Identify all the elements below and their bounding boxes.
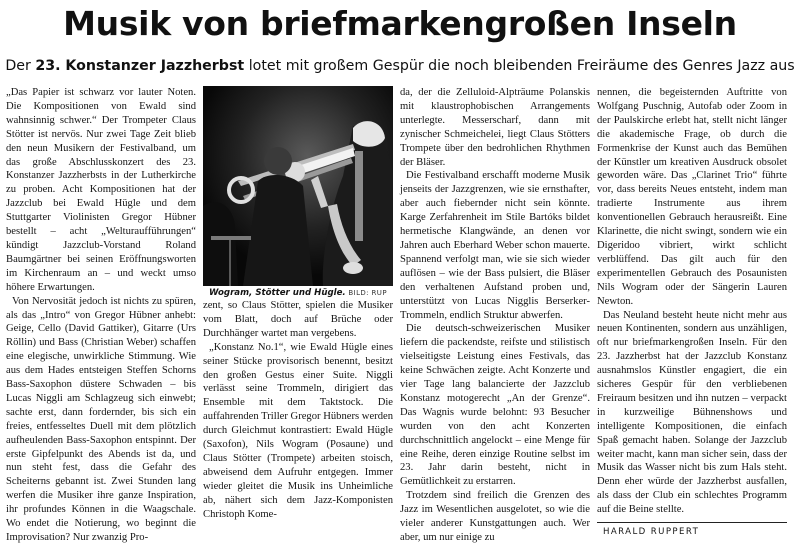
- photo-caption: [203, 288, 393, 299]
- column-4: [597, 86, 787, 538]
- subhead-pre: Der: [5, 58, 31, 74]
- paragraph: Die deutsch-schweizerischen Musiker liefern die packendste, reifste und stilistisch vielseitigste Leistung eines Festivals, das keine Schwächen zeigte. Acht Konzerte und vier Tage lang balancierte der Jazzclub Konstanz motogerecht „An der Grenze“. Das Wagnis wurde belohnt: 93 Besucher wurden von den acht Konzerten durchschnittlich angelockt – eine Menge für eine Reihe, deren einzige Routine selbst im 23. Jahr darin besteht, nicht in Gemütlichkeit zu erstarren.: [400, 323, 590, 488]
- photo-credit: BILD: RUP: [348, 289, 387, 297]
- subhead-event: 23. Konstanzer Jazzherbst: [35, 58, 245, 74]
- paragraph: zent, so Claus Stötter, spielen die Musiker vom Blatt, doch auf Brüche oder Durchhänger wartet man vergebens.: [203, 300, 393, 339]
- caption-text: Wogram, Stötter und Hügle.: [209, 288, 346, 298]
- author-divider: [597, 522, 787, 523]
- subhead-post: lotet mit großem Gespür die noch bleibenden Freiräume des Genres Jazz aus: [248, 58, 795, 74]
- paragraph: da, der die Zelluloid-Alpträume Polanskis mit klaustrophobischen Arrangements unterlegte. Messerscharf, dann mit zynischer Schmeichelei, liegt Claus Stötters Trompete über den bedrohlichen Rhythmen der Bläser.: [400, 87, 590, 168]
- paragraph: nennen, die begeisternden Auftritte von Wolfgang Puschnig, Autofab oder Zoom in der Paulskirche erlebt hat, stellt nicht länger die akademische Frage, ob durch die Formenkrise der Kunst auch das Bemühen der Künstler um kreativen Ausdruck obsolet geworden wäre. Das „Clarinet Trio“ führte vor, dass bereits Neues entsteht, indem man tradierte Instrumente aus ihrem konventionellen Gebrauch herausreißt. Eine Klarinette, die nicht swingt, sondern wie ein Digeridoo vibriert, wirkt schlicht verblüffend. Das gilt auch für den experimentellen Gebrauch des Posaunisten Nils Wogram oder der Sängerin Lauren Newton.: [597, 87, 787, 307]
- paragraph: Trotzdem sind freilich die Grenzen des Jazz im Wesentlichen ausgelotet, so wie die vieler anderer Kunstgattungen auch. Wer aber, um nur einige zu: [400, 490, 590, 543]
- subhead: [0, 57, 800, 75]
- headline: Musik von briefmarkengroßen Inseln: [63, 4, 737, 43]
- paragraph: „Das Papier ist schwarz vor lauter Noten. Die Kompositionen von Ewald sind wahnsinnig schwer.“ Der Trompeter Claus Stötter ist nervös. Nur zwei Tage Zeit blieb den neun Musikern der Festivalband, um das große Abschlusskonzert des 23. Konstanzer Jazzherbsts in der Lutherkirche zu proben. Acht Kompositionen hat der Jazzclub bei Ewald Hügle und dem Stuttgarter Violinisten Gregor Hübner bestellt – acht „Welturaufführungen“ kündigt Jazzclub-Vorstand Roland Baumgärtner bei seinen Eröffnungsworten im Kirchenraum an – und weckt umso höhere Erwartungen.: [6, 87, 196, 293]
- column-2: [203, 86, 393, 534]
- paragraph: Die Festivalband erschafft moderne Musik jenseits der Jazzgrenzen, wie sie ernsthafter, aber auch fiebernder nicht sein könnte. Karge Zerfahrenheit im Stile Bartóks bildet hermetische Klangwände, an denen vor Jahren auch Eberhard Weber schon mauerte. Spannend verfolgt man, wie sie sich wieder auflösen – wie der Bass pulsiert, die Bläser den verhaltenen Aufstand proben und, unterstützt von Lucas Nigglis Berserker-Trommeln, endlich Struktur abwerfen.: [400, 170, 590, 321]
- paragraph: „Konstanz No.1“, wie Ewald Hügle eines seiner Stücke provisorisch benennt, besitzt den großen Gestus einer Suite. Niggli verlässt seine Trommeln, dirigiert das Ensemble mit dem Taktstock. Die auffahrenden Triller Gregor Hübners werden durch Gleichmut kontrastiert: Ewald Hügle (Saxofon), Nils Wogram (Posaune) und Claus Stötter (Trompete) arbeiten stoisch, abweisend dem Aufruhr entgegen. Immer wieder gleitet die Musik ins Unheimliche ab, nähert sich dem Jazz-Komponisten Christoph Kome-: [203, 341, 393, 520]
- author-byline: HARALD RUPPERT: [603, 527, 700, 538]
- column-3: [400, 86, 590, 543]
- column-1: [6, 86, 196, 543]
- paragraph: Von Nervosität jedoch ist nichts zu spüren, als das „Intro“ von Gregor Hübner anhebt: Geige, Cello (David Gattiker), Gitarre (Urs Röllin) und Bass (Christian Weber) schaffen eine elegische, unwirkliche Stimmung. Wie aus dem Hades entsteigen Steffen Schorns Bass-Saxophon düstere Schwaden – bis Lucas Niggli am Schlagzeug sich einwebt; sachte erst, dann fordernder, bis sich ein freies, entfesseltes Duell mit dem plötzlich aufheulenden Bass-Saxophon entspinnt. Der erste Gipfelpunkt des Abends ist da, und nun steht fest, dass die Gefahr des Scheiterns gebannt ist. Zwei Stunden lang werfen die Musiker ihre ganze Inspiration, ihr profundes Können in die Waagschale. Wo endet die Notierung, wo beginnt die Improvisation? Nur zwanzig Pro-: [6, 295, 196, 543]
- paragraph: Das Neuland besteht heute nicht mehr aus neuen Kontinenten, sondern aus unzähligen, oft nur briefmarkengroßen Inseln. Für den 23. Jazzherbst hat der Jazzclub Konstanz ausnahmslos Künstler engagiert, die ein sicheres Gespür für den verbliebenen Freiraum besitzen und ihn nutzen – verpackt in kurzweilige Bühnenshows und intelligente Kompositionen, die einfach Spaß gemacht haben. Solange der Jazzclub weiter macht, kann man sicher sein, dass der Musik das Wasser nicht bis zum Hals steht. Denn eher würde der Jazzherbst ausfallen, als dass der Club ein schlechtes Programm auf die Beine stellte.: [597, 309, 787, 516]
- concert-photo: [203, 86, 393, 286]
- musicians-photo-illustration: [203, 86, 393, 286]
